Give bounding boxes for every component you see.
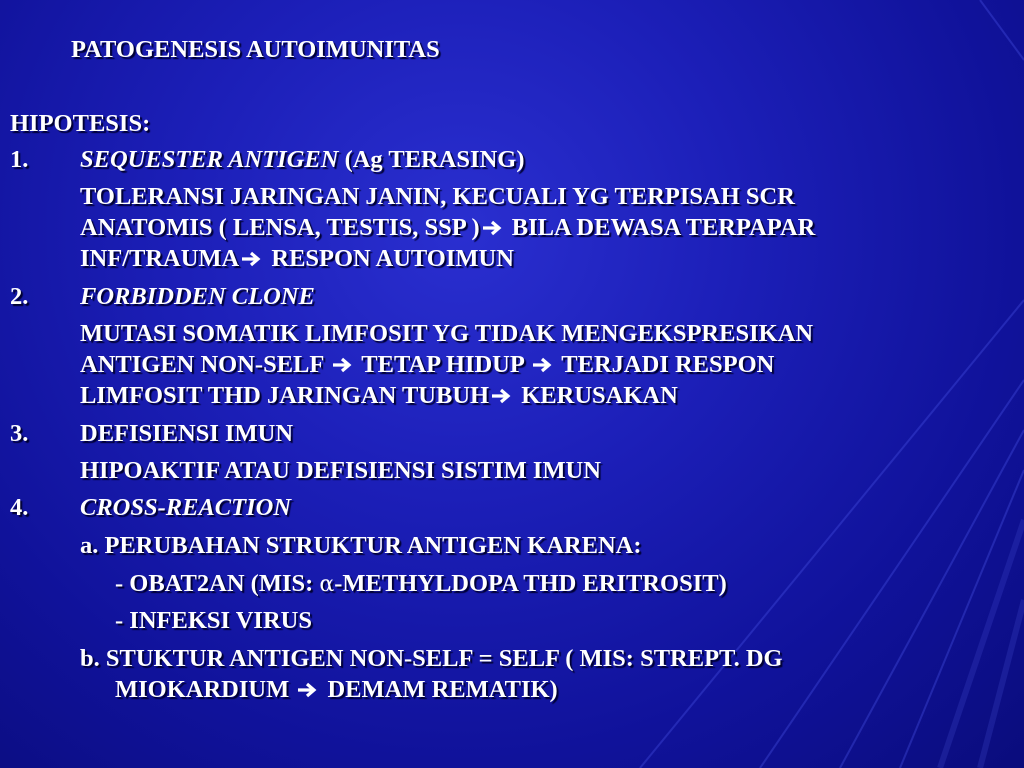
item-4-sub-b-2b: DEMAM REMATIK) xyxy=(321,676,558,703)
item-4-sub-a: a. PERUBAHAN STRUKTUR ANTIGEN KARENA: xyxy=(80,532,642,559)
item-4-bullet-1b: -METHYLDOPA THD ERITROSIT) xyxy=(334,570,727,597)
hipotesis-heading: HIPOTESIS: xyxy=(10,110,151,137)
item-1-number: 1. xyxy=(10,146,29,173)
item-4-sub-b-line-2 xyxy=(115,674,558,705)
item-2-desc-3b: KERUSAKAN xyxy=(515,382,678,409)
item-1-desc-2a: ANATOMIS ( LENSA, TESTIS, SSP ) xyxy=(80,214,480,241)
item-1-desc-2b: BILA DEWASA TERPAPAR xyxy=(505,214,816,241)
item-4-number: 4. xyxy=(10,494,29,521)
alpha-symbol: α xyxy=(319,572,335,597)
item-4-bullet-1 xyxy=(115,568,727,600)
item-4-bullet-1a: - OBAT2AN (MIS: xyxy=(115,570,320,597)
item-1-desc-line-1: TOLERANSI JARINGAN JANIN, KECUALI YG TERPISAH SCR xyxy=(80,183,795,210)
right-arrow-icon xyxy=(482,219,504,237)
right-arrow-icon xyxy=(491,387,513,405)
item-4-sub-b-line-1: b. STUKTUR ANTIGEN NON-SELF = SELF ( MIS: STREPT. DG xyxy=(80,645,783,672)
right-arrow-icon xyxy=(532,356,554,374)
item-1-title-rest: (Ag TERASING) xyxy=(338,146,525,173)
slide-title: PATOGENESIS AUTOIMUNITAS xyxy=(71,36,440,63)
item-3-description: HIPOAKTIF ATAU DEFISIENSI SISTIM IMUN xyxy=(80,457,601,484)
item-2-desc-3a: LIMFOSIT THD JARINGAN TUBUH xyxy=(80,382,490,409)
item-2-desc-2a: ANTIGEN NON-SELF xyxy=(80,351,330,378)
right-arrow-icon xyxy=(332,356,354,374)
item-4-bullet-2: - INFEKSI VIRUS xyxy=(115,607,312,634)
item-2-number: 2. xyxy=(10,283,29,310)
item-1-desc-3b: RESPON AUTOIMUN xyxy=(265,245,514,272)
item-3-number: 3. xyxy=(10,420,29,447)
item-1-desc-line-3 xyxy=(80,243,980,274)
item-2-desc-2c: TERJADI RESPON xyxy=(555,351,775,378)
right-arrow-icon xyxy=(297,681,319,699)
right-arrow-icon xyxy=(241,250,263,268)
item-2-desc-line-1: MUTASI SOMATIK LIMFOSIT YG TIDAK MENGEKSPRESIKAN xyxy=(80,320,814,347)
item-2-desc-line-3 xyxy=(80,380,980,411)
item-4-title: CROSS-REACTION xyxy=(80,494,292,521)
item-3-title: DEFISIENSI IMUN xyxy=(80,420,294,447)
item-1-desc-line-2 xyxy=(80,212,980,243)
item-2-description xyxy=(80,318,980,411)
item-4-sub-b-2a: MIOKARDIUM xyxy=(115,676,296,703)
item-2-desc-2b: TETAP HIDUP xyxy=(355,351,530,378)
item-1-title-italic: SEQUESTER ANTIGEN xyxy=(80,146,339,173)
item-2-desc-line-2 xyxy=(80,349,980,380)
item-2-title: FORBIDDEN CLONE xyxy=(80,283,315,310)
item-1-description xyxy=(80,181,980,274)
item-1-desc-3a: INF/TRAUMA xyxy=(80,245,240,272)
item-1-title xyxy=(80,144,525,175)
